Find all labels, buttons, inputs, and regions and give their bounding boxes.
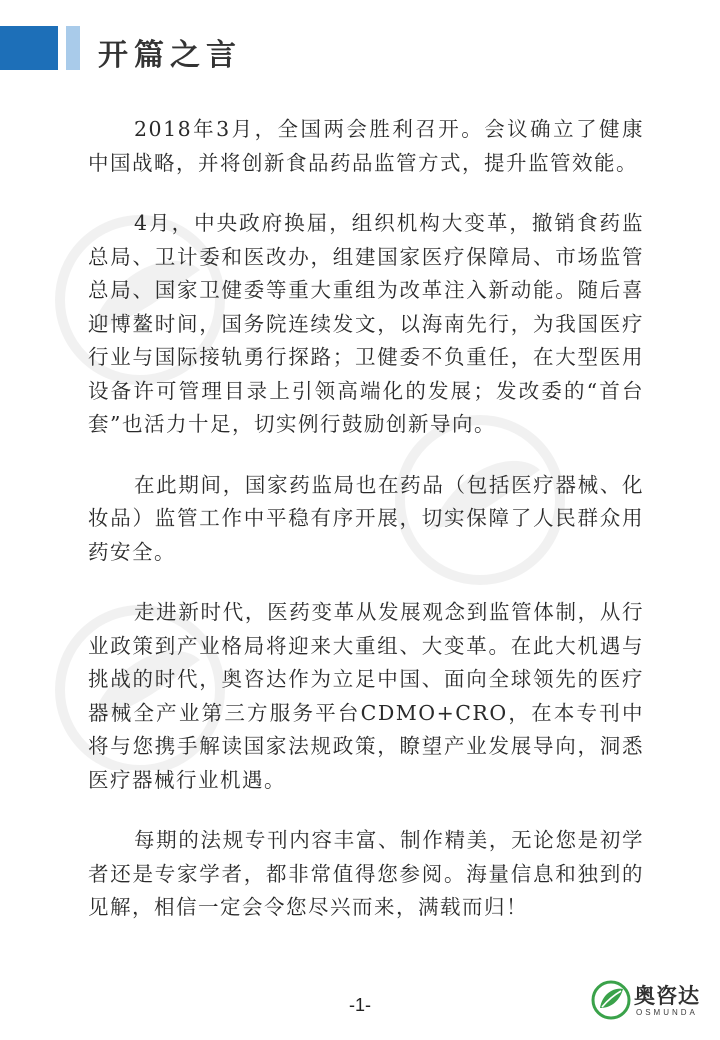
company-logo (590, 976, 710, 1026)
page-number: -1- (349, 995, 371, 1015)
header-color-block (0, 26, 58, 70)
header-color-strip (66, 26, 80, 70)
article-body (88, 113, 644, 952)
logo-text-en: OSMUNDA (636, 1008, 698, 1017)
page-title: 开篇之言 (98, 38, 242, 73)
paragraph: 每期的法规专刊内容丰富、制作精美，无论您是初学者还是专家学者，都非常值得您参阅。海量信息和独到的见解，相信一定会令您尽兴而来，满载而归！ (88, 828, 644, 919)
leaf-logo-icon (590, 978, 632, 1022)
paragraph: 2018年3月，全国两会胜利召开。会议确立了健康中国战略，并将创新食品药品监管方式，提升监管效能。 (88, 117, 644, 175)
paragraph: 走进新时代，医药变革从发展观念到监管体制，从行业政策到产业格局将迎来大重组、大变革。在此大机遇与挑战的时代，奥咨达作为立足中国、面向全球领先的医疗器械全产业第三方服务平台CDMO+CRO，在本专刊中将与您携手解读国家法规政策，瞭望产业发展导向，洞悉医疗器械行业机遇。 (88, 600, 644, 792)
page-header (0, 26, 720, 73)
logo-text-cn: 奥咨达 (634, 984, 700, 1008)
paragraph: 在此期间，国家药监局也在药品（包括医疗器械、化妆品）监管工作中平稳有序开展，切实保障了人民群众用药安全。 (88, 472, 644, 564)
paragraph: 4月，中央政府换届，组织机构大变革，撤销食药监总局、卫计委和医改办，组建国家医疗保障局、市场监管总局、国家卫健委等重大重组为改革注入新动能。随后喜迎博鳌时间，国务院连续发文，以海南先行，为我国医疗行业与国际接轨勇行探路；卫健委不负重任，在大型医用设备许可管理目录上引领高端化的发展；发改委的“首台套”也活力十足，切实例行鼓励创新导向。 (88, 211, 644, 436)
